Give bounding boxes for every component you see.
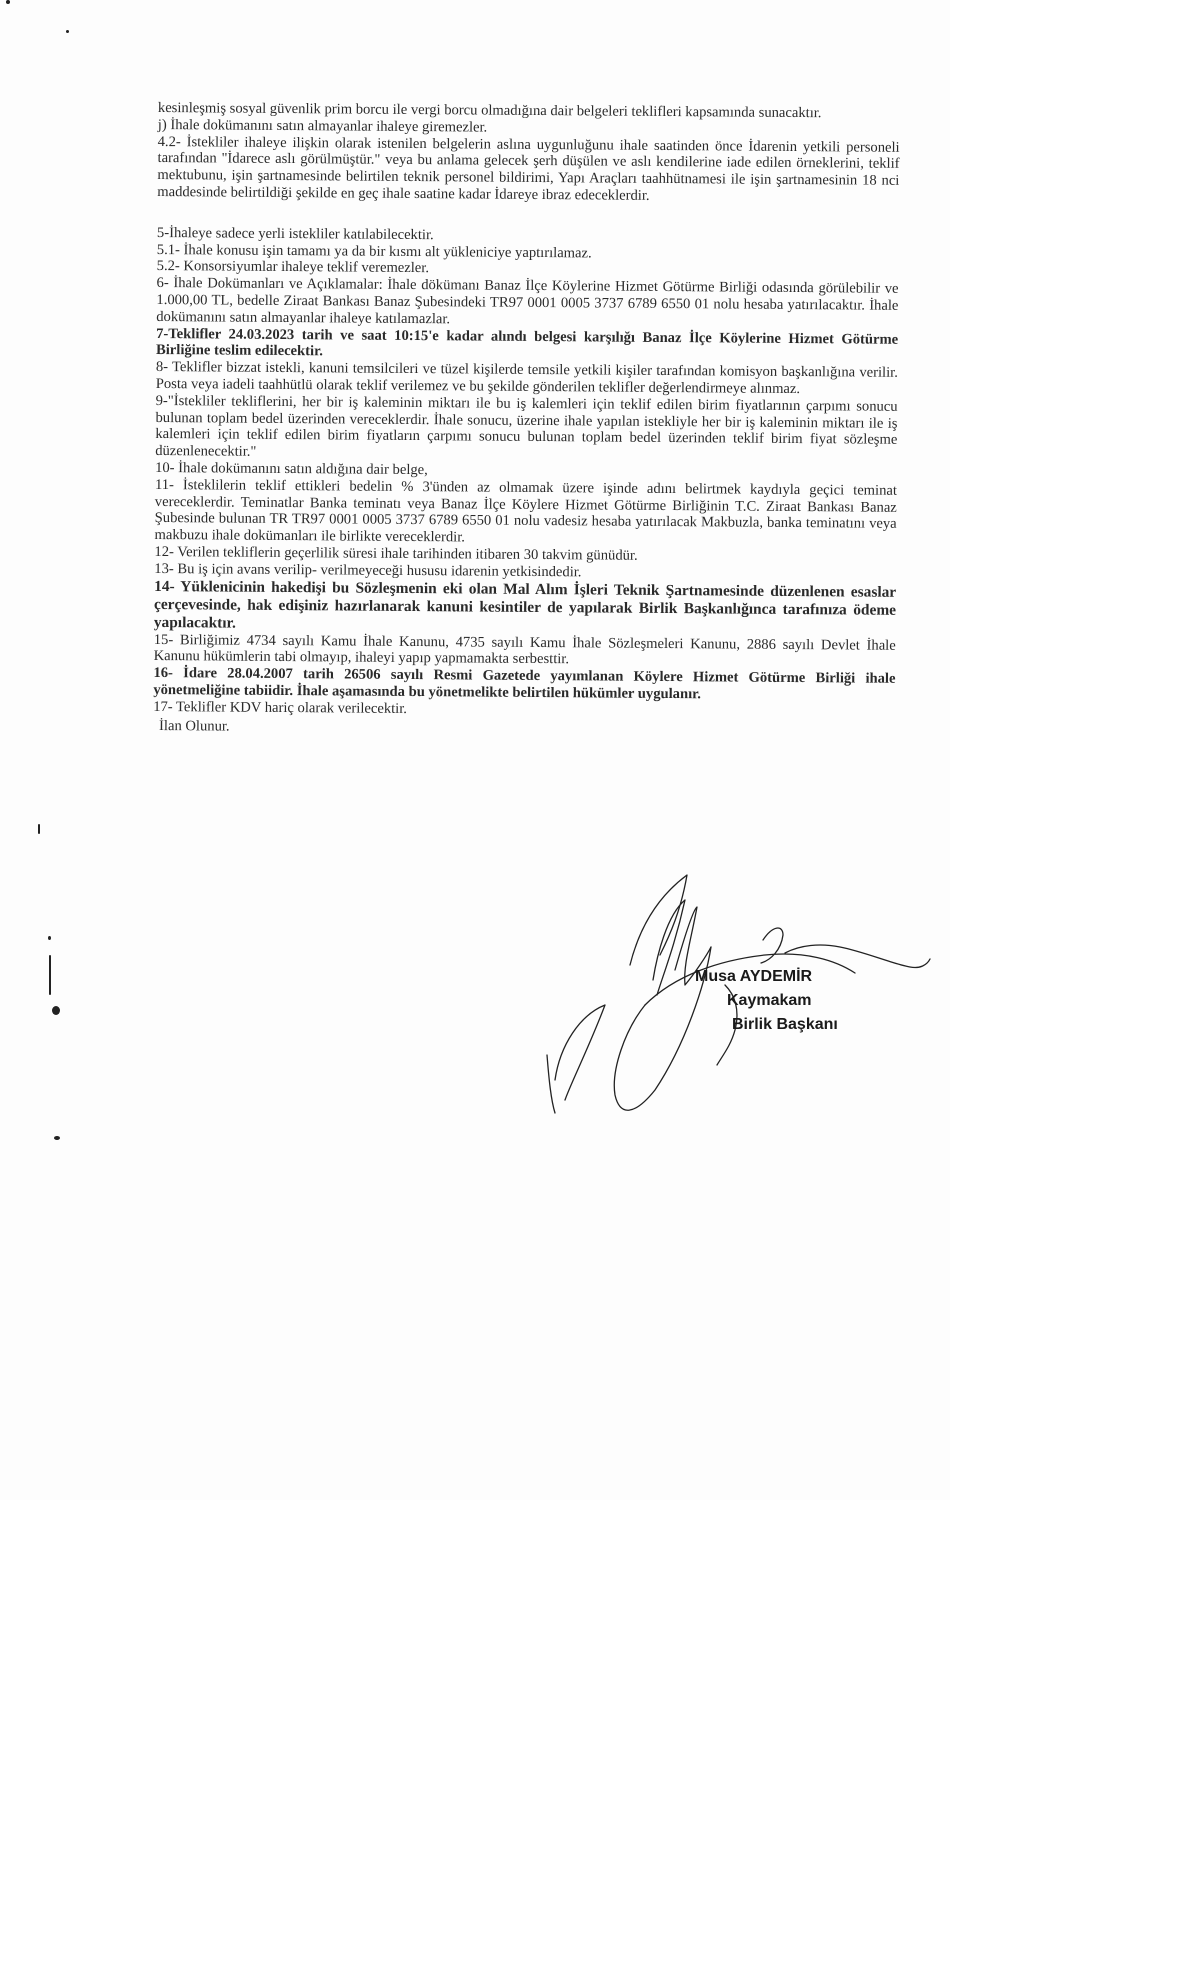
paragraph: 8- Teklifler bizzat istekli, kanuni temsilcileri ve tüzel kişilerde temsile yetkili kişiler tarafından komisyon başkanlığına verilir. Posta veya iadeli taahhütlü olarak teklif verilemez ve bu şekilde gönderilen teklifler değerlendirmeye alınmaz. (155, 359, 898, 398)
paragraph: 4.2- İstekliler ihaleye ilişkin olarak istenilen belgelerin aslına uygunluğunu ihale saatinden önce İdarenin yetkili personeli tarafından "İdarece aslı görülmüştür." veya bu anlama gelecek şerh düşülen ve aslı kendilerine iade edilen örneklerini, teklif mektubunu, işin şartnamesinde belirtilen teknik personel bildirimi, Yapı Araçları taahhütnamesi ile işin şartnamesinin 18 nci maddesinde belirtildiği şekilde en geç ihale saatine kadar İdareye ibraz edeceklerdir. (157, 133, 900, 204)
document-body (153, 100, 900, 740)
paragraph: 9-"İstekliler tekliflerini, her bir iş kaleminin miktarı ile bu iş kalemleri için teklif edilen birim fiyatlarının çarpımı sonucu bulunan toplam bedel üzerinden vereceklerdir. İhale sonucu, üzerine ihale yapılan istekliyle her bir iş kaleminin miktarı ile iş kalemleri için teklif edilen birim fiyatların çarpımı sonucu bulunan toplam bedel üzerinden teklif birim fiyat sözleşme düzenlenecektir." (155, 392, 898, 460)
paragraph: 15- Birliğimiz 4734 sayılı Kamu İhale Kanunu, 4735 sayılı Kamu İhale Sözleşmeleri Kanunu, 2886 sayılı Devlet İhale Kanunu hükümlerin tabi olmayıp, ihaleyi yapıp yapmamakta serbesttir. (153, 631, 896, 668)
paragraph: j) İhale dokümanını satın almayanlar ihaleye giremezler. (157, 116, 488, 136)
paragraph: 14- Yüklenicinin hakedişi bu Sözleşmenin eki olan Mal Alım İşleri Teknik Şartnamesinde düzenlenen esaslar çerçevesinde, hak edişiniz hazırlanarak kanuni kesintiler de yapılarak Birlik Başkanlığınca tarafınıza ödeme yapılacaktır. (153, 577, 897, 632)
paragraph: 5-İhaleye sadece yerli istekliler katılabilecektir. (156, 224, 434, 243)
scan-speck (66, 30, 69, 33)
scan-speck (49, 955, 51, 995)
scan-speck (52, 1006, 60, 1015)
paragraph: 16- İdare 28.04.2007 tarih 26506 sayılı Resmi Gazetede yayımlanan Köylere Hizmet Götürme Birliği ihale yönetmeliğine tabiidir. İhale aşamasında bu yönetmelikte belirtilen hükümler uygulanır. (153, 665, 896, 703)
paragraph: 13- Bu iş için avans verilip- verilmeyeceği hususu idarenin yetkisindedir. (154, 560, 582, 581)
paragraph: 10- İhale dokümanını satın aldığına dair belge, (155, 459, 428, 479)
signatory-title: Kaymakam (727, 992, 812, 1009)
paragraph: 7-Teklifler 24.03.2023 tarih ve saat 10:15'e kadar alındı belgesi karşılığı Banaz İlçe Köylerine Hizmet Götürme Birliğine teslim edilecektir. (155, 325, 899, 360)
official-stamp (695, 965, 838, 1037)
paragraph: 11- İsteklilerin teklif ettikleri bedelin % 3'ünden az olmamak üzere işinde adını belirtmek kaydıyla geçici teminat vereceklerdir. Teminatlar Banka teminatı veya Banaz İlçe Köylere Hizmet Götürme Birliğinin T.C. Ziraat Bankası Banaz Şubesinde bulunan TR TR97 0001 0005 3737 6789 6550 01 nolu vadesiz hesaba yatırılacak Makbuzla, banka teminatını veya makbuzu ihale dokümanları ile birlikte vereceklerdir. (154, 476, 898, 546)
signatory-role: Birlik Başkanı (732, 1016, 838, 1033)
paragraph: 6- İhale Dokümanları ve Açıklamalar: İhale dökümanı Banaz İlçe Köylerine Hizmet Götürme Birliği odasında görülebilir ve 1.000,00 TL, bedelle Ziraat Bankası Banaz Şubesindeki TR97 0001 0005 3737 6789 6550 01 nolu hesaba yatırılacaktır. İhale dokümanını satın almayanlar ihaleye katılamazlar. (156, 275, 899, 328)
signatory-name: Musa AYDEMİR (695, 968, 813, 985)
scan-speck (38, 824, 40, 834)
paragraph: kesinleşmiş sosyal güvenlik prim borcu ile vergi borcu olmadığına dair belgeleri teklifleri kapsamında sunacaktır. (157, 100, 822, 122)
paragraph: 5.2- Konsorsiyumlar ihaleye teklif veremezler. (156, 258, 430, 277)
paragraph: 5.1- İhale konusu işin tamamı ya da bir kısmı alt yükleniciye yaptırılamaz. (156, 241, 592, 261)
paragraph: 17- Teklifler KDV hariç olarak verilecektir. (153, 698, 408, 717)
scan-speck (48, 936, 51, 940)
paragraph: 12- Verilen tekliflerin geçerlilik süresi ihale tarihinden itibaren 30 takvim günüdür. (154, 543, 638, 564)
scan-speck (6, 0, 10, 4)
closing-line: İlan Olunur. (159, 717, 230, 735)
scan-speck (54, 1136, 60, 1140)
